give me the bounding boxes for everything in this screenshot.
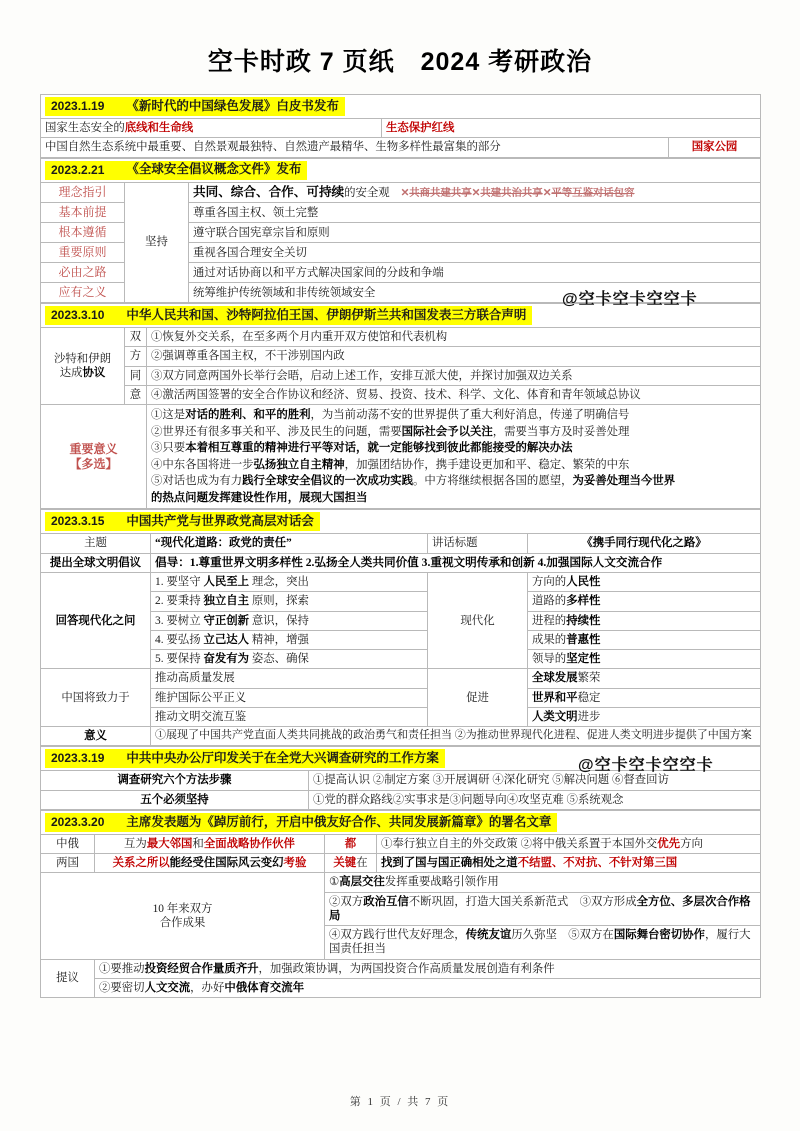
table-row — [41, 771, 761, 790]
theme-value: “现代化道路：政党的责任” — [151, 534, 428, 553]
watermark-1: @空卡空卡空空卡 — [562, 291, 698, 308]
date-header-row — [41, 510, 761, 534]
section-heading: 主席发表题为《踔厉前行，开启中俄友好合作、共同发展新篇章》的署名文章 — [126, 814, 552, 829]
significance-4: ④中东各国将进一步弘扬独立自主精神，加强团结协作，携手建设更加和平、稳定、繁荣的中东 — [151, 458, 630, 471]
five-persist-label: 五个必须坚持 — [41, 790, 309, 809]
row-value-biyouzhilu: 通过对话协商以和平方式解决国家间的分歧和争端 — [189, 263, 761, 283]
vertical-char-2: 方 — [125, 347, 147, 366]
china-russia-policy: ①奉行独立自主的外交政策 ②将中俄关系置于本国外交优先方向 — [377, 834, 761, 853]
section-heading: 中共中央办公厅印发关于在全党大兴调查研究的工作方案 — [126, 751, 439, 766]
section-date: 2023.3.15 — [51, 514, 105, 529]
answer-right-4: 成果的普惠性 — [528, 630, 761, 649]
significance-3: ③只要本着相互尊重的精神进行平等对话，就一定能够找到彼此都能接受的解决办法 — [151, 442, 573, 455]
significance-5: ⑤对话也成为有力践行全球安全倡议的一次成功实践。中方将继续根据各国的愿望，为妥善处理当今世界 — [151, 475, 676, 488]
table-row — [41, 553, 761, 572]
section-heading: 《全球安全倡议概念文件》发布 — [126, 162, 302, 177]
row-label-zhongyaoyuanze: 重要原则 — [41, 243, 125, 263]
eco-safety-bold: 底线和生命线 — [124, 122, 194, 134]
two-countries-label: 两国 — [41, 854, 95, 873]
row-value-jibenqianti: 尊重各国主权、领土完整 — [189, 203, 761, 223]
answer-right-5: 领导的坚定性 — [528, 650, 761, 669]
table-row — [41, 790, 761, 809]
vertical-char-3: 同 — [125, 366, 147, 385]
table-row — [41, 959, 761, 978]
meaning-value: ①展现了中国共产党直面人类共同挑战的政治勇气和责任担当 ②为推动世界现代化进程、促进人类文明进步提供了中国方案 — [151, 727, 761, 746]
table-row — [41, 873, 761, 892]
ten-year-label: 10 年来双方 合作成果 — [41, 873, 325, 959]
agreement-3: ③双方同意两国外长举行会晤，启动上述工作，安排互派大使，并探讨加强双边关系 — [147, 366, 761, 385]
row-label-lixiangzhiyin: 理念指引 — [41, 182, 125, 203]
answer-3: 3. 要树立 守正创新 意识，保持 — [151, 611, 428, 630]
ten-year-item-3: ④双方践行世代友好理念，传统友谊历久弥坚 ⑤双方在国际舞台密切协作，履行大国责任担当 — [325, 926, 761, 960]
date-header-row — [41, 158, 761, 182]
suggestion-2: ②要密切人文交流，办好中俄体育交流年 — [95, 978, 761, 997]
wrong-options: ✕共商共建共享✕共建共治共享✕平等互鉴对话包容 — [400, 187, 635, 199]
table-row — [41, 834, 761, 853]
answer-5: 5. 要保持 奋发有为 姿态、确保 — [151, 650, 428, 669]
answer-1: 1. 要坚守 人民至上 理念，突出 — [151, 573, 428, 592]
table-row — [41, 978, 761, 997]
row-label-genbenzunxun: 根本遵循 — [41, 223, 125, 243]
date-header-row — [41, 810, 761, 834]
page-footer: 第 1 页 / 共 7 页 — [349, 1096, 451, 1108]
table-row — [41, 366, 761, 385]
commit-2: 维护国际公平正义 — [151, 688, 428, 707]
table-row — [41, 119, 761, 138]
section-date: 2023.3.19 — [51, 751, 105, 766]
saudi-iran-label: 沙特和伊朗 达成协议 — [41, 328, 125, 405]
table-row — [41, 347, 761, 366]
table-row — [41, 854, 761, 873]
national-park-desc: 中国自然生态系统中最重要、自然景观最独特、自然遗产最精华、生物多样性最富集的部分 — [41, 138, 669, 157]
significance-1: ①这是对话的胜利、和平的胜利，为当前动荡不安的世界提供了重大利好消息，传递了明确信号 — [151, 409, 630, 422]
section-heading: 中华人民共和国、沙特阿拉伯王国、伊朗伊斯兰共和国发表三方联合声明 — [126, 307, 527, 322]
china-russia-label: 中俄 — [41, 834, 95, 853]
section-2023-01-19 — [40, 94, 761, 158]
answer-modernization-label: 回答现代化之问 — [41, 573, 151, 669]
date-header-row — [41, 304, 761, 328]
row-label-yingyouzhiyi: 应有之义 — [41, 283, 125, 303]
section-date: 2023.2.21 — [51, 162, 105, 177]
row-value-zhongyaoyuanze: 重视各国合理安全关切 — [189, 243, 761, 263]
initiative-value: 倡导：1.尊重世界文明多样性 2.弘扬全人类共同价值 3.重视文明传承和创新 4.加强国际人文交流合作 — [151, 553, 761, 572]
table-row — [41, 669, 761, 688]
commit-3: 推动文明交流互鉴 — [151, 707, 428, 726]
date-header-row — [41, 95, 761, 119]
vertical-char-1: 双 — [125, 328, 147, 347]
initiative-label: 提出全球文明倡议 — [41, 553, 151, 572]
agreement-2: ②强调尊重各国主权，不干涉别国内政 — [147, 347, 761, 366]
watermark-2: @空卡空卡空空卡 — [578, 757, 714, 774]
table-row — [41, 727, 761, 746]
answer-2: 2. 要秉持 独立自主 原则，探索 — [151, 592, 428, 611]
section-heading: 《新时代的中国绿色发展》白皮书发布 — [126, 98, 339, 113]
speech-label: 讲话标题 — [428, 534, 528, 553]
six-steps-value: ①提高认识 ②制定方案 ③开展调研 ④深化研究 ⑤解决问题 ⑥督查回访 — [309, 771, 761, 790]
section-2023-03-10 — [40, 303, 761, 509]
significance-list — [147, 405, 761, 509]
answer-right-1: 方向的人民性 — [528, 573, 761, 592]
eco-safety-cell: 国家生态安全的底线和生命线 — [41, 119, 382, 138]
china-commit-label: 中国将致力于 — [41, 669, 151, 727]
section-date: 2023.1.19 — [51, 99, 105, 113]
section-2023-03-20 — [40, 810, 761, 998]
agreement-4: ④激活两国签署的安全合作协议和经济、贸易、投资、技术、科学、文化、体育和青年领域总协议 — [147, 385, 761, 404]
significance-label: 重要意义 【多选】 — [41, 405, 147, 509]
speech-value: 《携手同行现代化之路》 — [528, 534, 761, 553]
key-word-guanjian: 关键在 — [325, 854, 377, 873]
modernization-mid-label: 现代化 — [428, 573, 528, 669]
row-value-yingyouzhiyi: 统筹维护传统领域和非传统领域安全 — [189, 283, 761, 303]
page-title: 空卡时政 7 页纸 2024 考研政治 — [207, 48, 593, 76]
answer-4: 4. 要弘扬 立己达人 精神，增强 — [151, 630, 428, 649]
vertical-char-4: 意 — [125, 385, 147, 404]
table-row — [41, 328, 761, 347]
two-countries-way: 找到了国与国正确相处之道不结盟、不对抗、不针对第三国 — [377, 854, 761, 873]
table-row — [41, 138, 761, 157]
six-steps-label: 调查研究六个方法步骤 — [41, 771, 309, 790]
section-date: 2023.3.10 — [51, 308, 105, 323]
section-2023-03-15 — [40, 509, 761, 746]
eco-redline-cell: 生态保护红线 — [382, 119, 761, 138]
row-label-jibenqianti: 基本前提 — [41, 203, 125, 223]
theme-label: 主题 — [41, 534, 151, 553]
key-word-dou: 都 — [325, 834, 377, 853]
suggestion-label: 提议 — [41, 959, 95, 998]
table-row — [41, 385, 761, 404]
section-date: 2023.3.20 — [51, 814, 105, 829]
section-heading: 中国共产党与世界政党高层对话会 — [126, 514, 314, 529]
commit-right-1: 全球发展繁荣 — [528, 669, 761, 688]
answer-right-2: 道路的多样性 — [528, 592, 761, 611]
verb-jianchi: 坚持 — [125, 182, 189, 303]
section-2023-03-19 — [40, 746, 761, 810]
ten-year-item-2: ②双方政治互信不断巩固，打造大国关系新范式 ③双方形成全方位、多层次合作格局 — [325, 892, 761, 926]
promote-label: 促进 — [428, 669, 528, 727]
row-value-genbenzunxun: 遵守联合国宪章宗旨和原则 — [189, 223, 761, 243]
two-countries-relation: 关系之所以能经受住国际风云变幻考验 — [95, 854, 325, 873]
china-russia-relation: 互为最大邻国和全面战略协作伙伴 — [95, 834, 325, 853]
date-header-row — [41, 747, 761, 771]
security-concept-cell: 共同、综合、合作、可持续的安全观 ✕共商共建共享✕共建共治共享✕平等互鉴对话包容 — [189, 182, 761, 203]
section-2023-02-21 — [40, 158, 761, 304]
table-row — [41, 534, 761, 553]
answer-right-3: 进程的持续性 — [528, 611, 761, 630]
commit-right-3: 人类文明进步 — [528, 707, 761, 726]
national-park-label: 国家公园 — [669, 138, 761, 157]
table-row — [41, 182, 761, 203]
ten-year-item-1: ①高层交往发挥重要战略引领作用 — [325, 873, 761, 892]
suggestion-1: ①要推动投资经贸合作量质齐升，加强政策协调，为两国投资合作高质量发展创造有利条件 — [95, 959, 761, 978]
meaning-label: 意义 — [41, 727, 151, 746]
commit-1: 推动高质量发展 — [151, 669, 428, 688]
row-label-biyouzhilu: 必由之路 — [41, 263, 125, 283]
significance-2: ②世界还有很多事关和平、涉及民生的问题，需要国际社会予以关注，需要当事方及时妥善处理 — [151, 425, 630, 438]
significance-5b: 的热点问题发挥建设性作用，展现大国担当 — [151, 491, 368, 504]
five-persist-value: ①党的群众路线②实事求是③问题导向④攻坚克难 ⑤系统观念 — [309, 790, 761, 809]
table-row — [41, 573, 761, 592]
commit-right-2: 世界和平稳定 — [528, 688, 761, 707]
agreement-1: ①恢复外交关系，在至多两个月内重开双方使馆和代表机构 — [147, 328, 761, 347]
table-row — [41, 405, 761, 509]
